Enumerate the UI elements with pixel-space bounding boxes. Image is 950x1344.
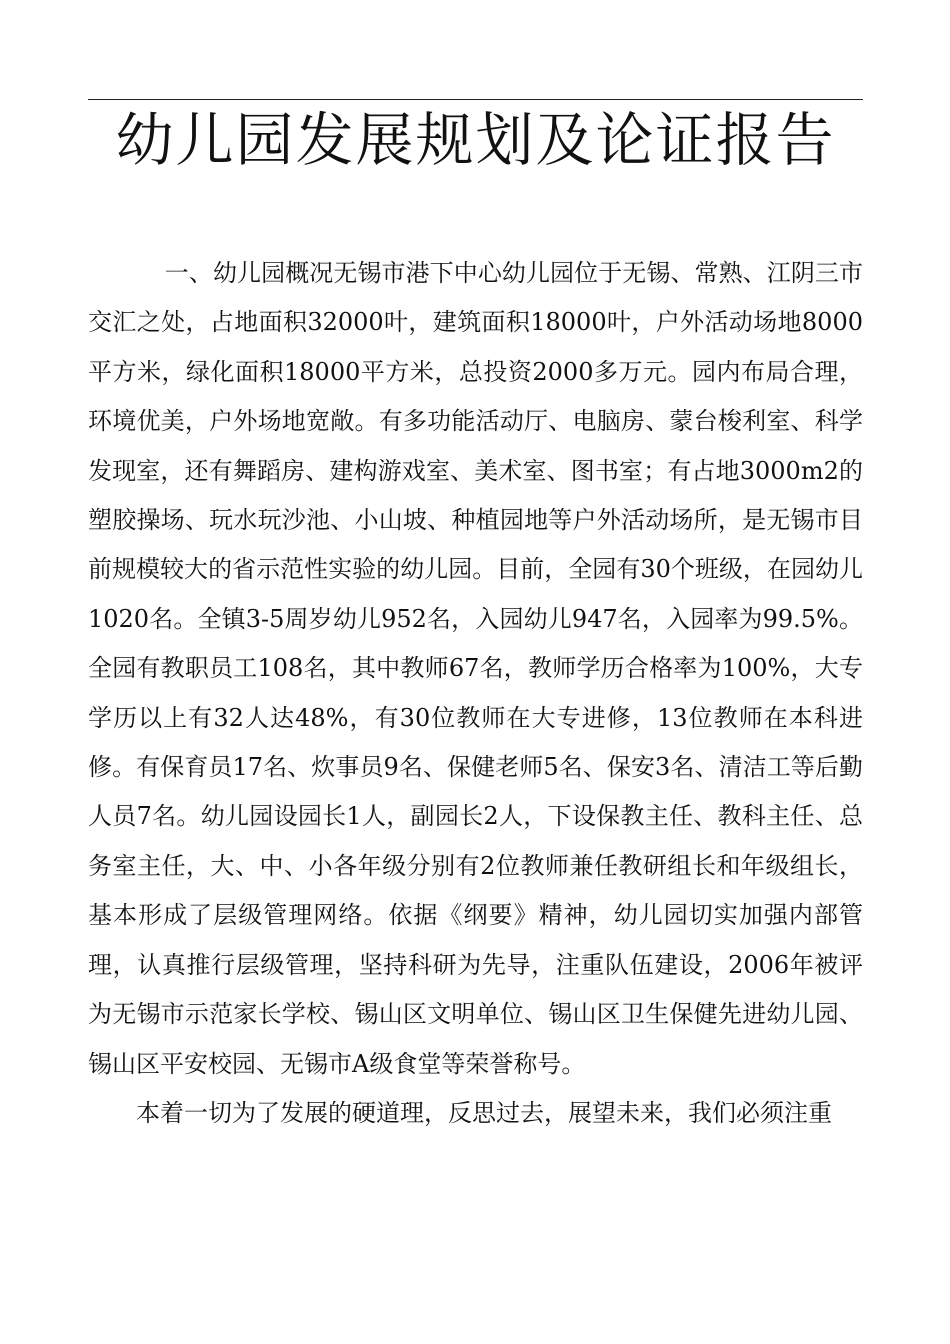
document-body — [88, 249, 863, 1138]
header-rule — [88, 99, 863, 100]
document-title: 幼儿园发展规划及论证报告 — [115, 106, 836, 174]
paragraph-overview: 一、幼儿园概况无锡市港下中心幼儿园位于无锡、常熟、江阴三市交汇之处，占地面积32000叶，建筑面积18000叶，户外活动场地8000平方米，绿化面积18000平方米，总投资2000多万元。园内布局合理，环境优美，户外场地宽敞。有多功能活动厅、电脑房、蒙台梭利室、科学发现室，还有舞蹈房、建构游戏室、美术室、图书室；有占地3000m2的塑胶操场、玩水玩沙池、小山坡、种植园地等户外活动场所，是无锡市目前规模较大的省示范性实验的幼儿园。目前，全园有30个班级，在园幼儿1020名。全镇3-5周岁幼儿952名，入园幼儿947名，入园率为99.5%。全园有教职员工108名，其中教师67名，教师学历合格率为100%，大专学历以上有32人达48%，有30位教师在大专进修，13位教师在本科进修。有保育员17名、炊事员9名、保健老师5名、保安3名、清洁工等后勤人员7名。幼儿园设园长1人，副园长2人，下设保教主任、教科主任、总务室主任，大、中、小各年级分别有2位教师兼任教研组长和年级组长，基本形成了层级管理网络。依据《纲要》精神，幼儿园切实加强内部管理，认真推行层级管理，坚持科研为先导，注重队伍建设，2006年被评为无锡市示范家长学校、锡山区文明单位、锡山区卫生保健先进幼儿园、锡山区平安校园、无锡市A级食堂等荣誉称号。 — [88, 259, 863, 1078]
paragraph-development: 本着一切为了发展的硬道理，反思过去，展望未来，我们必须注重 — [136, 1098, 832, 1127]
